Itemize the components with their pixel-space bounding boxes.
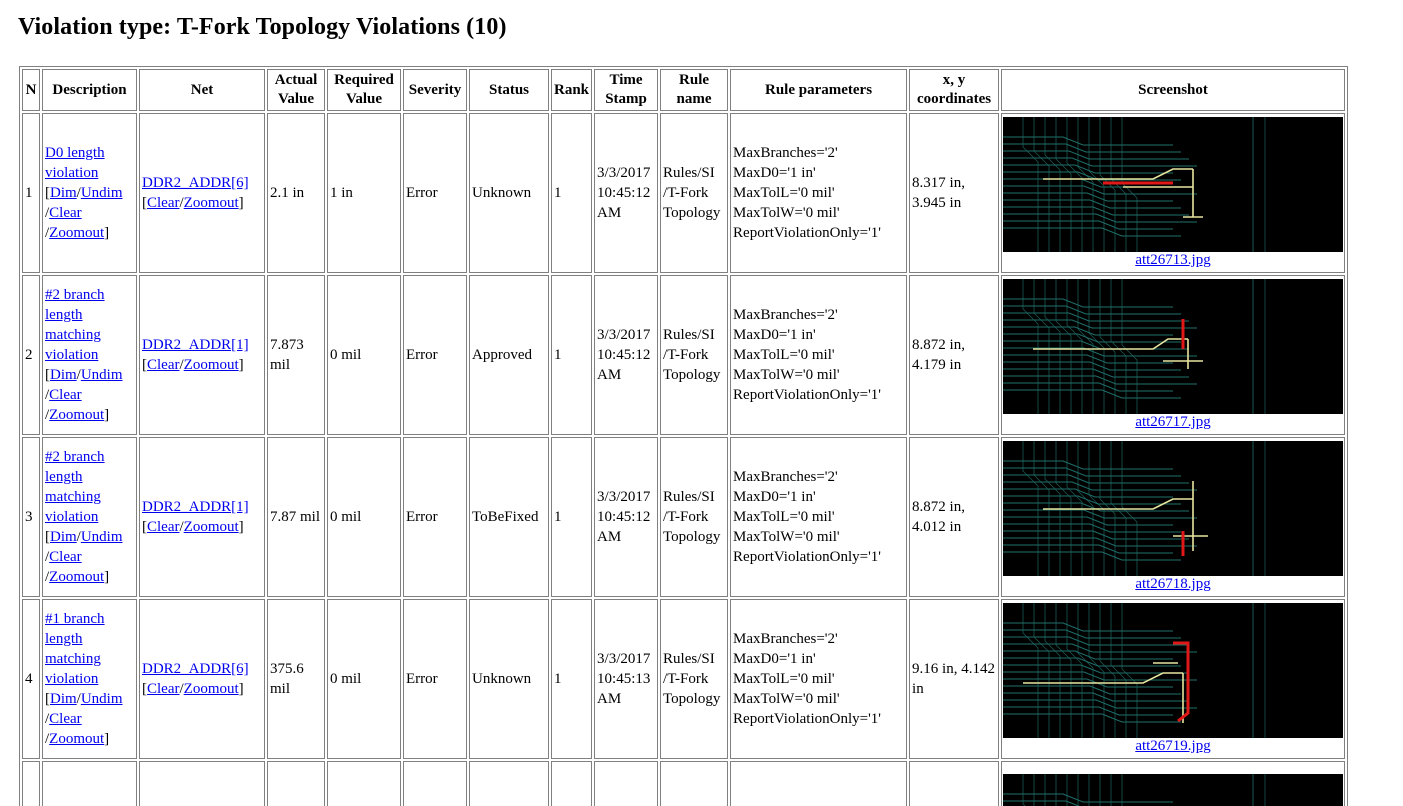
screenshot-link[interactable]: att26718.jpg bbox=[1003, 576, 1343, 593]
table-row bbox=[22, 599, 1345, 759]
rule-parameters bbox=[730, 599, 907, 759]
net-link[interactable]: DDR2_ADDR[6] bbox=[142, 175, 249, 191]
severity: Error bbox=[403, 437, 467, 597]
table-row bbox=[22, 761, 1345, 806]
screenshot-cell bbox=[1001, 275, 1345, 435]
rule-name: Rules/SI /T-Fork Topology bbox=[660, 599, 728, 759]
dim-link[interactable]: Dim bbox=[50, 367, 77, 383]
rule-parameter: ReportViolationOnly='1' bbox=[733, 549, 881, 565]
status: Unknown bbox=[469, 599, 549, 759]
rule-parameters bbox=[730, 275, 907, 435]
dim-link[interactable]: Dim bbox=[50, 691, 77, 707]
required-value: 0 mil bbox=[327, 275, 401, 435]
description-cell: D0 length violation [Dim/Undim /Clear /Zoomout] bbox=[42, 113, 137, 273]
coordinates: 8.317 in, 3.945 in bbox=[909, 113, 999, 273]
table-cell bbox=[730, 761, 907, 806]
pcb-screenshot-image bbox=[1003, 774, 1343, 806]
rule-parameters bbox=[730, 437, 907, 597]
required-value: 0 mil bbox=[327, 599, 401, 759]
column-header-7: Rank bbox=[551, 69, 592, 111]
rule-parameter: ReportViolationOnly='1' bbox=[733, 711, 881, 727]
net-zoomout-link[interactable]: Zoomout bbox=[184, 195, 239, 211]
screenshot-link[interactable]: att26717.jpg bbox=[1003, 414, 1343, 431]
description-link[interactable]: #2 branch length matching violation bbox=[45, 287, 105, 363]
table-header-row bbox=[22, 69, 1345, 111]
table-row bbox=[22, 437, 1345, 597]
table-cell bbox=[267, 761, 325, 806]
net-zoomout-link[interactable]: Zoomout bbox=[184, 681, 239, 697]
net-link[interactable]: DDR2_ADDR[1] bbox=[142, 337, 249, 353]
net-link[interactable]: DDR2_ADDR[6] bbox=[142, 661, 249, 677]
violations-table bbox=[19, 66, 1348, 806]
table-cell bbox=[42, 761, 137, 806]
rule-parameter: MaxD0='1 in' bbox=[733, 651, 816, 667]
screenshot-link[interactable]: att26719.jpg bbox=[1003, 738, 1343, 755]
net-clear-link[interactable]: Clear bbox=[147, 357, 179, 373]
row-number: 3 bbox=[22, 437, 40, 597]
table-cell bbox=[469, 761, 549, 806]
table-cell bbox=[551, 761, 592, 806]
rule-parameter: MaxBranches='2' bbox=[733, 469, 838, 485]
time-stamp: 3/3/2017 10:45:12 AM bbox=[594, 275, 658, 435]
clear-link[interactable]: Clear bbox=[49, 387, 81, 403]
net-cell: DDR2_ADDR[6] [Clear/Zoomout] bbox=[139, 599, 265, 759]
time-stamp: 3/3/2017 10:45:12 AM bbox=[594, 113, 658, 273]
coordinates: 8.872 in, 4.179 in bbox=[909, 275, 999, 435]
description-cell: #2 branch length matching violation [Dim/Undim /Clear /Zoomout] bbox=[42, 437, 137, 597]
column-header-4: Required Value bbox=[327, 69, 401, 111]
rule-parameter: ReportViolationOnly='1' bbox=[733, 387, 881, 403]
severity: Error bbox=[403, 113, 467, 273]
column-header-5: Severity bbox=[403, 69, 467, 111]
rule-parameter: MaxTolL='0 mil' bbox=[733, 185, 835, 201]
pcb-screenshot-image bbox=[1003, 441, 1343, 576]
rule-parameter: MaxBranches='2' bbox=[733, 307, 838, 323]
column-header-12: Screenshot bbox=[1001, 69, 1345, 111]
net-cell: DDR2_ADDR[1] [Clear/Zoomout] bbox=[139, 437, 265, 597]
column-header-6: Status bbox=[469, 69, 549, 111]
net-clear-link[interactable]: Clear bbox=[147, 195, 179, 211]
rule-name: Rules/SI /T-Fork Topology bbox=[660, 437, 728, 597]
page-title: Violation type: T-Fork Topology Violations (10) bbox=[18, 14, 507, 41]
actual-value: 7.87 mil bbox=[267, 437, 325, 597]
dim-link[interactable]: Dim bbox=[50, 529, 77, 545]
undim-link[interactable]: Undim bbox=[81, 185, 123, 201]
screenshot-cell bbox=[1001, 437, 1345, 597]
required-value: 1 in bbox=[327, 113, 401, 273]
net-link[interactable]: DDR2_ADDR[1] bbox=[142, 499, 249, 515]
description-cell: #2 branch length matching violation [Dim/Undim /Clear /Zoomout] bbox=[42, 275, 137, 435]
column-header-3: Actual Value bbox=[267, 69, 325, 111]
table-row bbox=[22, 113, 1345, 273]
net-cell: DDR2_ADDR[1] [Clear/Zoomout] bbox=[139, 275, 265, 435]
rule-parameter: MaxTolL='0 mil' bbox=[733, 347, 835, 363]
column-header-0: N bbox=[22, 69, 40, 111]
column-header-2: Net bbox=[139, 69, 265, 111]
undim-link[interactable]: Undim bbox=[81, 529, 123, 545]
table-cell bbox=[660, 761, 728, 806]
row-number: 4 bbox=[22, 599, 40, 759]
rule-parameter: MaxTolW='0 mil' bbox=[733, 205, 840, 221]
actual-value: 2.1 in bbox=[267, 113, 325, 273]
rule-parameters bbox=[730, 113, 907, 273]
time-stamp: 3/3/2017 10:45:13 AM bbox=[594, 599, 658, 759]
net-clear-link[interactable]: Clear bbox=[147, 681, 179, 697]
description-cell: #1 branch length matching violation [Dim/Undim /Clear /Zoomout] bbox=[42, 599, 137, 759]
zoomout-link[interactable]: Zoomout bbox=[49, 731, 104, 747]
rule-parameter: MaxTolW='0 mil' bbox=[733, 529, 840, 545]
rule-name: Rules/SI /T-Fork Topology bbox=[660, 275, 728, 435]
table-body bbox=[22, 113, 1345, 806]
net-zoomout-link[interactable]: Zoomout bbox=[184, 519, 239, 535]
status: Approved bbox=[469, 275, 549, 435]
screenshot-cell bbox=[1001, 113, 1345, 273]
column-header-1: Description bbox=[42, 69, 137, 111]
description-link[interactable]: #2 branch length matching violation bbox=[45, 449, 105, 525]
column-header-10: Rule parameters bbox=[730, 69, 907, 111]
undim-link[interactable]: Undim bbox=[81, 691, 123, 707]
clear-link[interactable]: Clear bbox=[49, 549, 81, 565]
severity: Error bbox=[403, 599, 467, 759]
actual-value: 375.6 mil bbox=[267, 599, 325, 759]
table-cell bbox=[22, 761, 40, 806]
actual-value: 7.873 mil bbox=[267, 275, 325, 435]
severity: Error bbox=[403, 275, 467, 435]
pcb-screenshot-image bbox=[1003, 279, 1343, 414]
undim-link[interactable]: Undim bbox=[81, 367, 123, 383]
table-cell bbox=[594, 761, 658, 806]
column-header-9: Rule name bbox=[660, 69, 728, 111]
rule-parameter: MaxTolL='0 mil' bbox=[733, 671, 835, 687]
rank: 1 bbox=[551, 437, 592, 597]
description-link[interactable]: D0 length violation bbox=[45, 145, 105, 181]
description-link[interactable]: #1 branch length matching violation bbox=[45, 611, 105, 687]
rank: 1 bbox=[551, 275, 592, 435]
violations-table-container bbox=[19, 66, 1388, 806]
column-header-8: Time Stamp bbox=[594, 69, 658, 111]
coordinates: 8.872 in, 4.012 in bbox=[909, 437, 999, 597]
rule-parameter: MaxD0='1 in' bbox=[733, 327, 816, 343]
screenshot-cell bbox=[1001, 599, 1345, 759]
rule-parameter: MaxBranches='2' bbox=[733, 145, 838, 161]
pcb-screenshot-image bbox=[1003, 603, 1343, 738]
table-cell bbox=[139, 761, 265, 806]
rank: 1 bbox=[551, 113, 592, 273]
column-header-11: x, y coordinates bbox=[909, 69, 999, 111]
pcb-screenshot-image bbox=[1003, 117, 1343, 252]
rule-name: Rules/SI /T-Fork Topology bbox=[660, 113, 728, 273]
zoomout-link[interactable]: Zoomout bbox=[49, 225, 104, 241]
screenshot-link[interactable]: att26713.jpg bbox=[1003, 252, 1343, 269]
rule-parameter: MaxTolW='0 mil' bbox=[733, 367, 840, 383]
status: Unknown bbox=[469, 113, 549, 273]
net-clear-link[interactable]: Clear bbox=[147, 519, 179, 535]
table-cell bbox=[327, 761, 401, 806]
rule-parameter: MaxTolW='0 mil' bbox=[733, 691, 840, 707]
dim-link[interactable]: Dim bbox=[50, 185, 77, 201]
table-cell bbox=[909, 761, 999, 806]
coordinates: 9.16 in, 4.142 in bbox=[909, 599, 999, 759]
clear-link[interactable]: Clear bbox=[49, 711, 81, 727]
rule-parameter: ReportViolationOnly='1' bbox=[733, 225, 881, 241]
rule-parameter: MaxD0='1 in' bbox=[733, 489, 816, 505]
net-zoomout-link[interactable]: Zoomout bbox=[184, 357, 239, 373]
rank: 1 bbox=[551, 599, 592, 759]
zoomout-link[interactable]: Zoomout bbox=[49, 407, 104, 423]
row-number: 1 bbox=[22, 113, 40, 273]
clear-link[interactable]: Clear bbox=[49, 205, 81, 221]
table-cell bbox=[403, 761, 467, 806]
row-number: 2 bbox=[22, 275, 40, 435]
time-stamp: 3/3/2017 10:45:12 AM bbox=[594, 437, 658, 597]
required-value: 0 mil bbox=[327, 437, 401, 597]
net-cell: DDR2_ADDR[6] [Clear/Zoomout] bbox=[139, 113, 265, 273]
table-row bbox=[22, 275, 1345, 435]
status: ToBeFixed bbox=[469, 437, 549, 597]
zoomout-link[interactable]: Zoomout bbox=[49, 569, 104, 585]
table-cell bbox=[1001, 761, 1345, 806]
rule-parameter: MaxD0='1 in' bbox=[733, 165, 816, 181]
rule-parameter: MaxBranches='2' bbox=[733, 631, 838, 647]
rule-parameter: MaxTolL='0 mil' bbox=[733, 509, 835, 525]
